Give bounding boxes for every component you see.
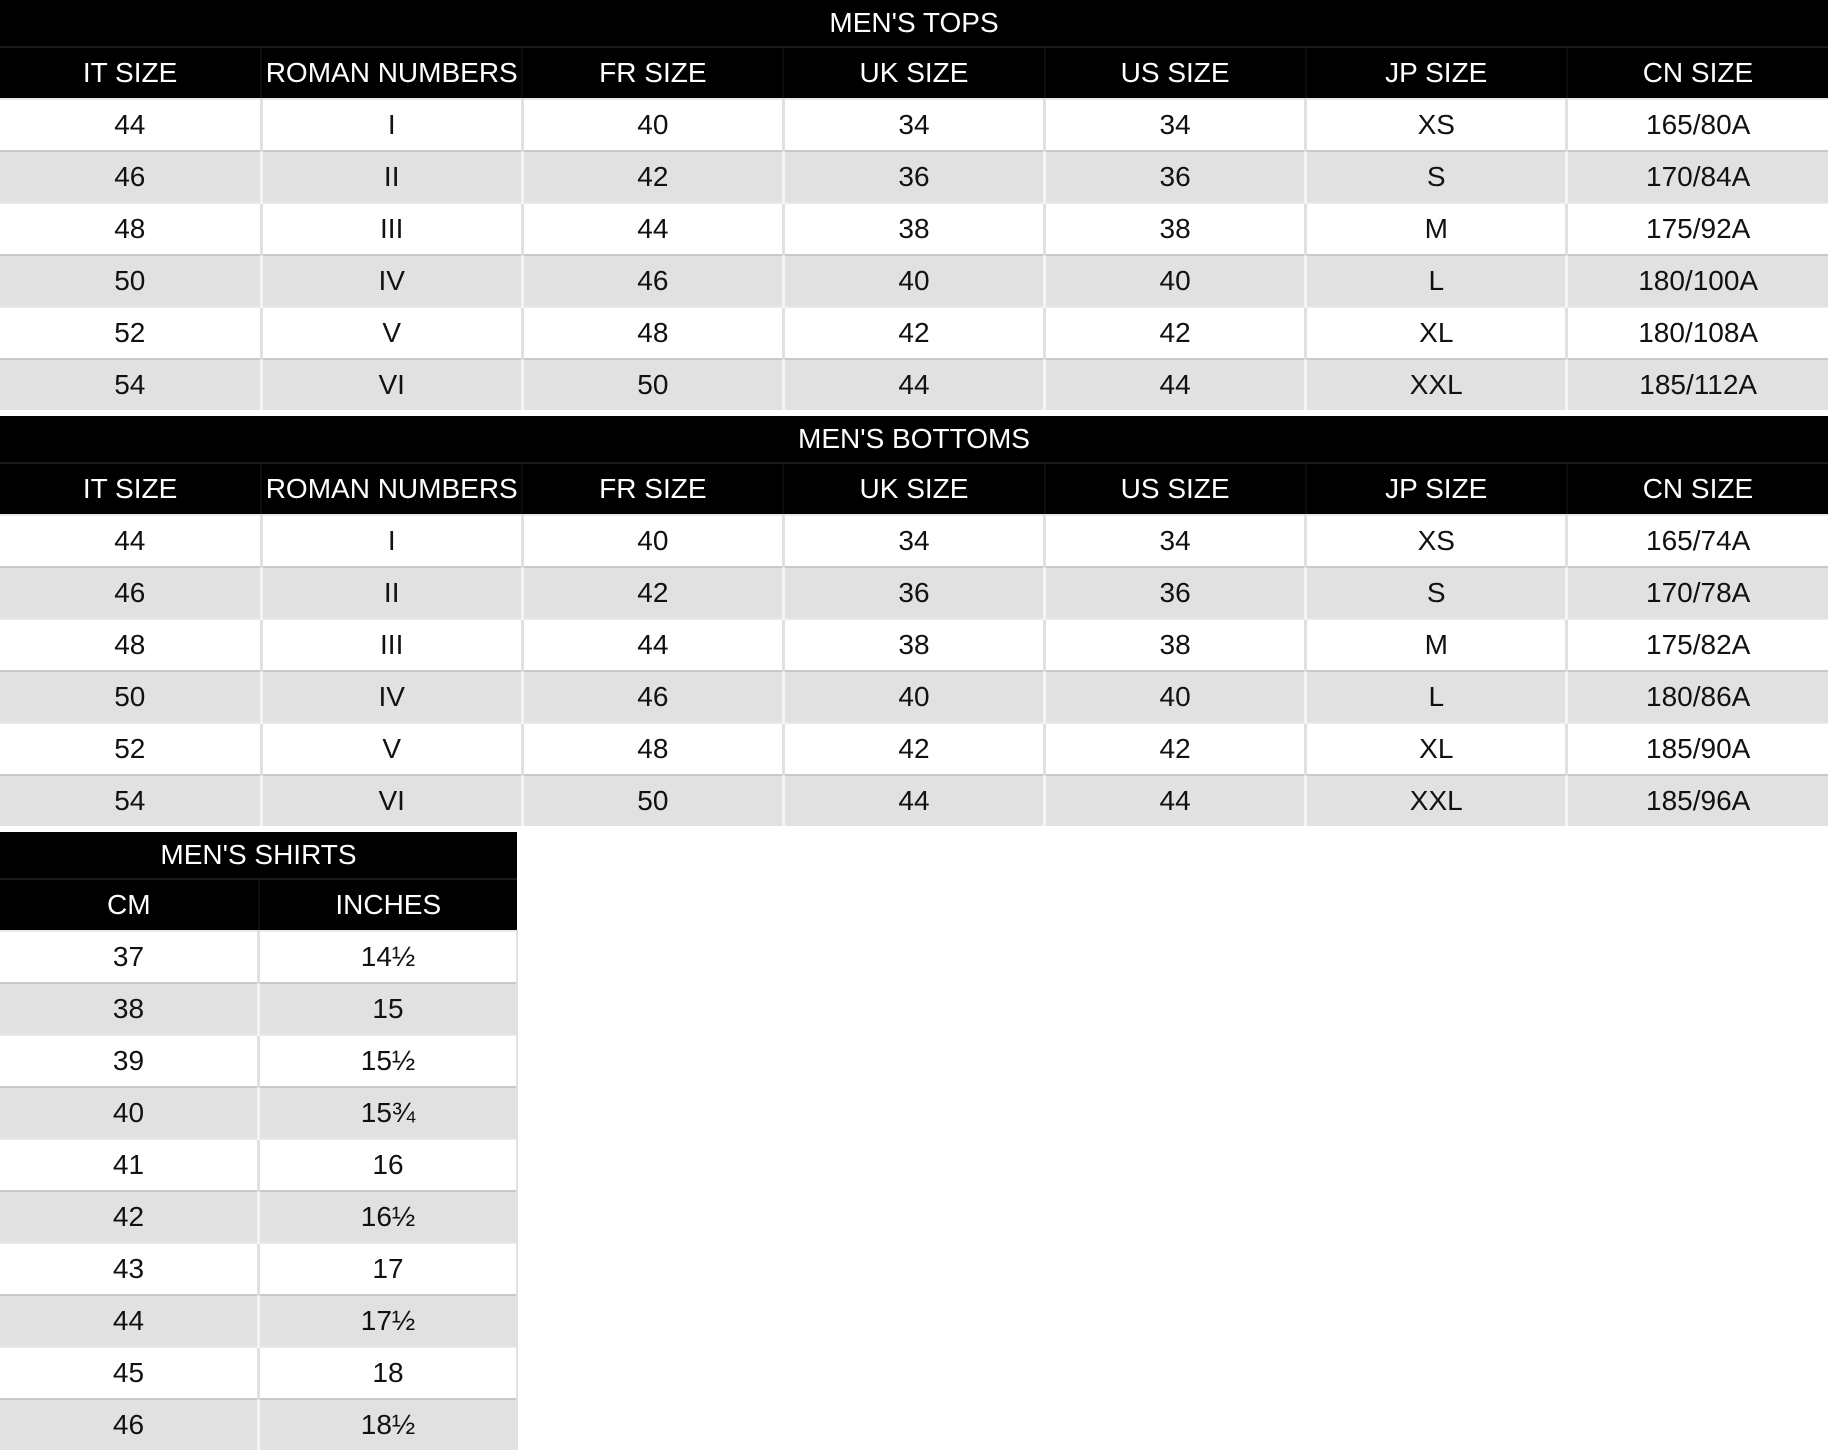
- table-cell: 43: [0, 1243, 259, 1295]
- table-cell: S: [1306, 567, 1567, 619]
- table-cell: 40: [0, 1087, 259, 1139]
- table-cell: 180/100A: [1567, 255, 1828, 307]
- table-cell: 16: [259, 1139, 518, 1191]
- table-cell: 175/92A: [1567, 203, 1828, 255]
- table-cell: 42: [522, 151, 783, 203]
- table-cell: 44: [522, 619, 783, 671]
- column-header-row: [0, 463, 1828, 515]
- table-cell: 16½: [259, 1191, 518, 1243]
- table-row: [0, 567, 1828, 619]
- column-header: CN SIZE: [1567, 463, 1828, 515]
- table-cell: L: [1306, 255, 1567, 307]
- table-row: [0, 723, 1828, 775]
- table-cell: M: [1306, 203, 1567, 255]
- column-header: FR SIZE: [522, 463, 783, 515]
- table-cell: XXL: [1306, 775, 1567, 826]
- table-cell: 50: [522, 359, 783, 410]
- table-cell: 38: [1045, 203, 1306, 255]
- table-cell: 36: [1045, 567, 1306, 619]
- column-header: FR SIZE: [522, 47, 783, 99]
- table-cell: 39: [0, 1035, 259, 1087]
- mens-bottoms-table-section: [0, 416, 1828, 826]
- table-cell: 44: [0, 1295, 259, 1347]
- table-cell: 48: [0, 203, 261, 255]
- table-cell: 40: [1045, 671, 1306, 723]
- table-cell: 48: [0, 619, 261, 671]
- table-row: [0, 1139, 517, 1191]
- table-row: [0, 1295, 517, 1347]
- table-title: MEN'S BOTTOMS: [0, 416, 1828, 463]
- table-cell: 34: [783, 515, 1044, 567]
- table-cell: 44: [522, 203, 783, 255]
- table-cell: 44: [783, 775, 1044, 826]
- table-row: [0, 307, 1828, 359]
- table-cell: 48: [522, 307, 783, 359]
- table-cell: 46: [0, 151, 261, 203]
- table-title-row: [0, 416, 1828, 463]
- table-cell: I: [261, 515, 522, 567]
- table-title: MEN'S TOPS: [0, 0, 1828, 47]
- table-cell: VI: [261, 359, 522, 410]
- table-cell: 38: [1045, 619, 1306, 671]
- table-row: [0, 151, 1828, 203]
- table-row: [0, 671, 1828, 723]
- table-cell: V: [261, 307, 522, 359]
- table-cell: 37: [0, 931, 259, 983]
- table-title-row: [0, 0, 1828, 47]
- table-cell: 44: [1045, 775, 1306, 826]
- table-cell: XS: [1306, 515, 1567, 567]
- table-row: [0, 359, 1828, 410]
- table-row: [0, 255, 1828, 307]
- table-cell: 40: [1045, 255, 1306, 307]
- table-cell: 170/78A: [1567, 567, 1828, 619]
- table-cell: 38: [783, 619, 1044, 671]
- table-cell: 42: [783, 723, 1044, 775]
- table-cell: IV: [261, 255, 522, 307]
- table-row: [0, 1191, 517, 1243]
- table-cell: XS: [1306, 99, 1567, 151]
- table-row: [0, 983, 517, 1035]
- table-cell: 40: [522, 515, 783, 567]
- table-row: [0, 1087, 517, 1139]
- table-cell: XL: [1306, 307, 1567, 359]
- table-cell: 180/86A: [1567, 671, 1828, 723]
- table-row: [0, 1399, 517, 1450]
- table-cell: 50: [0, 671, 261, 723]
- table-cell: 175/82A: [1567, 619, 1828, 671]
- table-cell: 185/112A: [1567, 359, 1828, 410]
- tops-size-table: [0, 0, 1828, 410]
- table-cell: III: [261, 619, 522, 671]
- table-cell: 14½: [259, 931, 518, 983]
- table-cell: 44: [1045, 359, 1306, 410]
- table-cell: 46: [522, 671, 783, 723]
- table-cell: 54: [0, 775, 261, 826]
- table-cell: 18½: [259, 1399, 518, 1450]
- table-cell: 52: [0, 723, 261, 775]
- table-cell: 42: [522, 567, 783, 619]
- table-cell: 40: [783, 671, 1044, 723]
- table-cell: 42: [0, 1191, 259, 1243]
- table-cell: XXL: [1306, 359, 1567, 410]
- table-cell: 46: [522, 255, 783, 307]
- shirts-size-table: [0, 832, 518, 1450]
- table-row: [0, 515, 1828, 567]
- column-header: IT SIZE: [0, 463, 261, 515]
- table-cell: 42: [1045, 723, 1306, 775]
- column-header: JP SIZE: [1306, 47, 1567, 99]
- table-cell: 48: [522, 723, 783, 775]
- table-cell: 42: [783, 307, 1044, 359]
- table-cell: 46: [0, 1399, 259, 1450]
- table-cell: 50: [522, 775, 783, 826]
- table-cell: 170/84A: [1567, 151, 1828, 203]
- table-cell: 165/80A: [1567, 99, 1828, 151]
- table-cell: 15¾: [259, 1087, 518, 1139]
- column-header-row: [0, 879, 517, 931]
- table-cell: 42: [1045, 307, 1306, 359]
- table-row: [0, 931, 517, 983]
- column-header: UK SIZE: [783, 463, 1044, 515]
- table-row: [0, 619, 1828, 671]
- column-header: UK SIZE: [783, 47, 1044, 99]
- table-cell: M: [1306, 619, 1567, 671]
- table-cell: 34: [1045, 99, 1306, 151]
- table-cell: 40: [783, 255, 1044, 307]
- table-cell: II: [261, 567, 522, 619]
- table-cell: 44: [783, 359, 1044, 410]
- bottoms-size-table: [0, 416, 1828, 826]
- mens-shirts-table-section: [0, 832, 518, 1450]
- table-cell: 185/96A: [1567, 775, 1828, 826]
- table-cell: 44: [0, 515, 261, 567]
- table-cell: 52: [0, 307, 261, 359]
- column-header: IT SIZE: [0, 47, 261, 99]
- table-cell: I: [261, 99, 522, 151]
- table-cell: 180/108A: [1567, 307, 1828, 359]
- table-cell: II: [261, 151, 522, 203]
- table-cell: 44: [0, 99, 261, 151]
- table-cell: 34: [783, 99, 1044, 151]
- table-cell: 18: [259, 1347, 518, 1399]
- table-cell: 36: [783, 151, 1044, 203]
- table-cell: 46: [0, 567, 261, 619]
- table-cell: IV: [261, 671, 522, 723]
- table-cell: 36: [783, 567, 1044, 619]
- column-header-row: [0, 47, 1828, 99]
- table-cell: 38: [0, 983, 259, 1035]
- table-cell: 165/74A: [1567, 515, 1828, 567]
- table-cell: 41: [0, 1139, 259, 1191]
- table-row: [0, 775, 1828, 826]
- column-header: CM: [0, 879, 259, 931]
- table-cell: 38: [783, 203, 1044, 255]
- table-cell: 54: [0, 359, 261, 410]
- table-row: [0, 1243, 517, 1295]
- table-cell: S: [1306, 151, 1567, 203]
- table-cell: 40: [522, 99, 783, 151]
- table-cell: 17½: [259, 1295, 518, 1347]
- table-cell: 45: [0, 1347, 259, 1399]
- table-row: [0, 1035, 517, 1087]
- table-cell: 36: [1045, 151, 1306, 203]
- table-cell: 15½: [259, 1035, 518, 1087]
- column-header: US SIZE: [1045, 47, 1306, 99]
- column-header: INCHES: [259, 879, 518, 931]
- table-row: [0, 99, 1828, 151]
- table-cell: XL: [1306, 723, 1567, 775]
- column-header: CN SIZE: [1567, 47, 1828, 99]
- column-header: US SIZE: [1045, 463, 1306, 515]
- mens-tops-table-section: [0, 0, 1828, 410]
- table-title-row: [0, 832, 517, 879]
- column-header: ROMAN NUMBERS: [261, 47, 522, 99]
- table-cell: III: [261, 203, 522, 255]
- table-cell: 185/90A: [1567, 723, 1828, 775]
- table-cell: 34: [1045, 515, 1306, 567]
- table-cell: 50: [0, 255, 261, 307]
- table-row: [0, 1347, 517, 1399]
- column-header: JP SIZE: [1306, 463, 1567, 515]
- table-row: [0, 203, 1828, 255]
- table-cell: VI: [261, 775, 522, 826]
- table-cell: 17: [259, 1243, 518, 1295]
- table-cell: V: [261, 723, 522, 775]
- column-header: ROMAN NUMBERS: [261, 463, 522, 515]
- table-title: MEN'S SHIRTS: [0, 832, 517, 879]
- table-cell: L: [1306, 671, 1567, 723]
- table-cell: 15: [259, 983, 518, 1035]
